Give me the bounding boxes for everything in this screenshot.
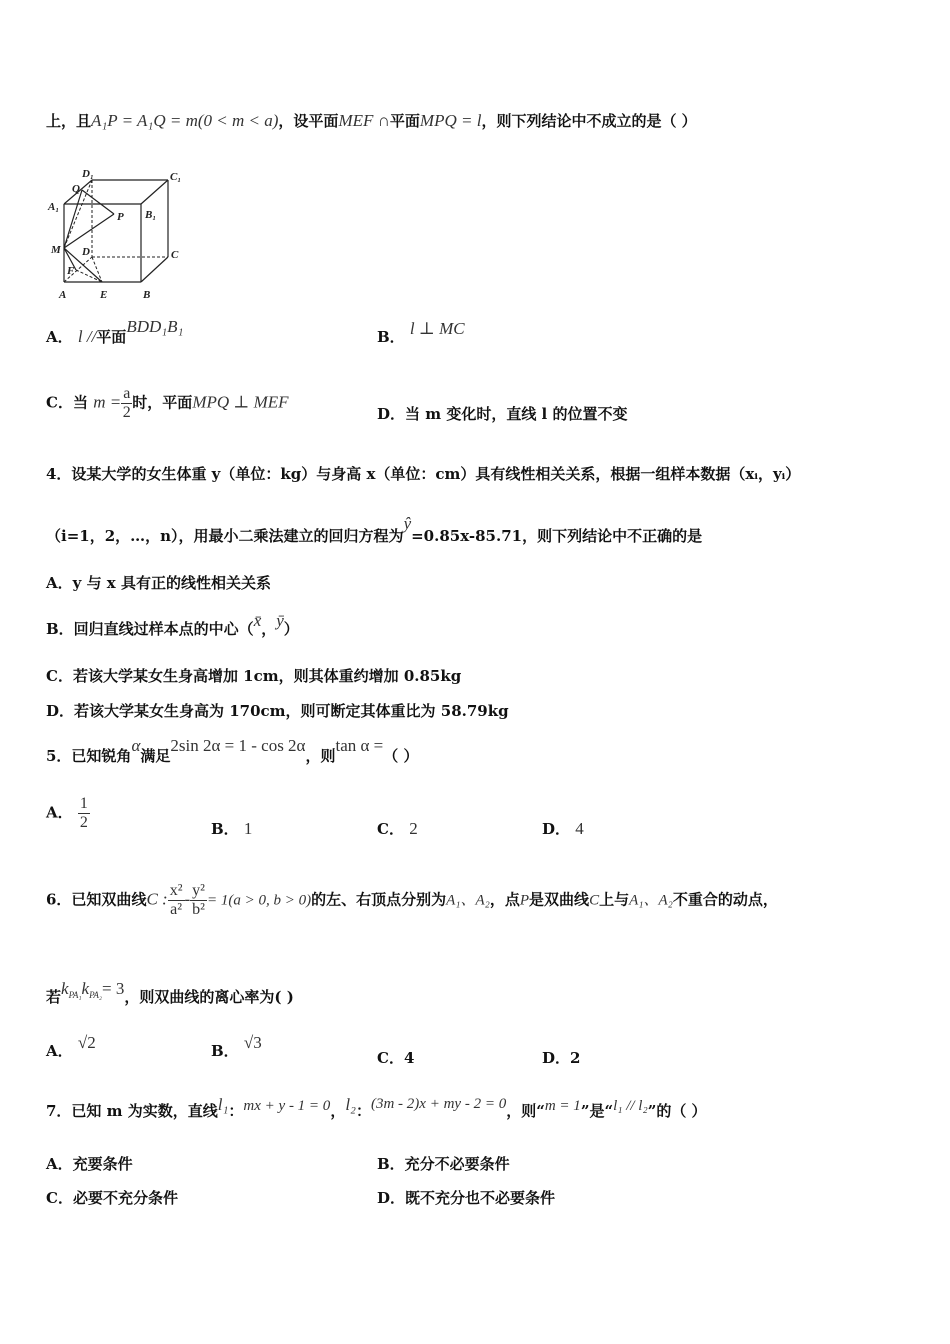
fraction-y2-b2: $\frac{\text{y²}}{\text{b²}}$: [192, 882, 205, 918]
q3-option-d: D．当 m 变化时，直线 l 的位置不变: [377, 405, 628, 423]
label-E: E: [100, 289, 108, 301]
label-Q: Q: [72, 183, 80, 195]
q4-stem-line1: 4．设某大学的女生体重 y（单位：kg）与身高 x（单位：cm）具有线性相关关系，根据一组样本数据（xᵢ，yᵢ）: [46, 465, 801, 483]
cube-figure: [46, 162, 196, 302]
q3-condition: A₁P = A₁Q = m(0 < m < a): [91, 111, 279, 130]
label-M: M: [51, 244, 61, 256]
label-P: P: [117, 211, 124, 223]
q3-option-c: C．当 m = $\frac{a}{2}$ 时，平面MPQ ⊥ MEF: [46, 385, 289, 421]
fraction-a-over-2: $\frac{a}{2}$: [122, 385, 131, 421]
q4-option-b: B．回归直线过样本点的中心（x̄，ȳ）: [46, 611, 299, 638]
label-D1: D₁: [82, 168, 94, 180]
q7-option-c: C．必要不充分条件: [46, 1189, 178, 1207]
q6-stem-line2: 若$k_{PA_1}k_{PA_2}= 3$，则双曲线的离心率为( ): [46, 979, 294, 1006]
q6-option-a: A． √2: [46, 1033, 96, 1060]
label-C: C: [171, 249, 179, 261]
q5-option-d: D． 4: [542, 819, 584, 838]
q7-stem: 7．已知 m 为实数，直线l₁：mx + y - 1 = 0，l₂：(3m - 2)x + my - 2 = 0，则“m = 1”是“l₁ // l₂”的（ ）: [46, 1095, 707, 1120]
fraction-one-half: $\frac{1}{2}$: [79, 795, 88, 831]
q3-option-b: B． l ⊥ MC: [377, 319, 465, 346]
q5-option-a: A． $\frac{1}{2}$: [46, 795, 88, 831]
y-hat: ŷ: [403, 514, 412, 533]
q3-option-a: A． l //平面BDD₁B₁: [46, 317, 184, 346]
q6-option-c: C．4: [377, 1049, 415, 1067]
label-B: B: [143, 289, 151, 301]
q5-option-b: B． 1: [211, 819, 253, 838]
q4-stem-line2: （i=1，2，…，n），用最小二乘法建立的回归方程为ŷ=0.85x-85.71，则下列结论中不正确的是: [46, 514, 703, 545]
q4-option-a: A．y 与 x 具有正的线性相关关系: [46, 574, 271, 592]
q5-option-c: C． 2: [377, 819, 418, 838]
q6-stem-line1: 6．已知双曲线C : $\frac{\text{x²}}{\text{a²}}$ - $\frac{\text{y²}}{\text{b²}}$ = 1(a > 0, b > 0)的左、右顶点分别为A₁、A₂，点P是双曲线C上与A₁、A₂不重合的动点，: [46, 882, 778, 918]
q6-option-d: D．2: [542, 1049, 581, 1067]
label-A: A: [59, 289, 67, 301]
q6-option-b: B． √3: [211, 1033, 262, 1060]
q7-option-d: D．既不充分也不必要条件: [377, 1189, 556, 1207]
q3-plane-mpq: MPQ = l: [419, 111, 482, 130]
q3-plane-mef: MEF ∩: [338, 111, 390, 130]
q3-stem: 上，且A₁P = A₁Q = m(0 < m < a)，设平面MEF ∩平面MPQ = l，则下列结论中不成立的是（ ）: [46, 111, 697, 130]
fraction-x2-a2: $\frac{\text{x²}}{\text{a²}}$: [169, 882, 183, 918]
label-A1: A₁: [48, 201, 60, 213]
q5-stem: 5．已知锐角α满足2sin 2α = 1 - cos 2α，则tan α =（ ）: [46, 736, 419, 765]
q4-option-c: C．若该大学某女生身高增加 1cm，则其体重约增加 0.85kg: [46, 667, 462, 685]
label-D: D: [82, 246, 90, 258]
label-B1: B₁: [145, 209, 157, 221]
label-F: F: [67, 265, 75, 277]
q7-option-a: A．充要条件: [46, 1155, 133, 1173]
q7-option-b: B．充分不必要条件: [377, 1155, 510, 1173]
q4-option-d: D．若该大学某女生身高为 170cm，则可断定其体重比为 58.79kg: [46, 702, 509, 720]
label-C1: C₁: [170, 171, 182, 183]
